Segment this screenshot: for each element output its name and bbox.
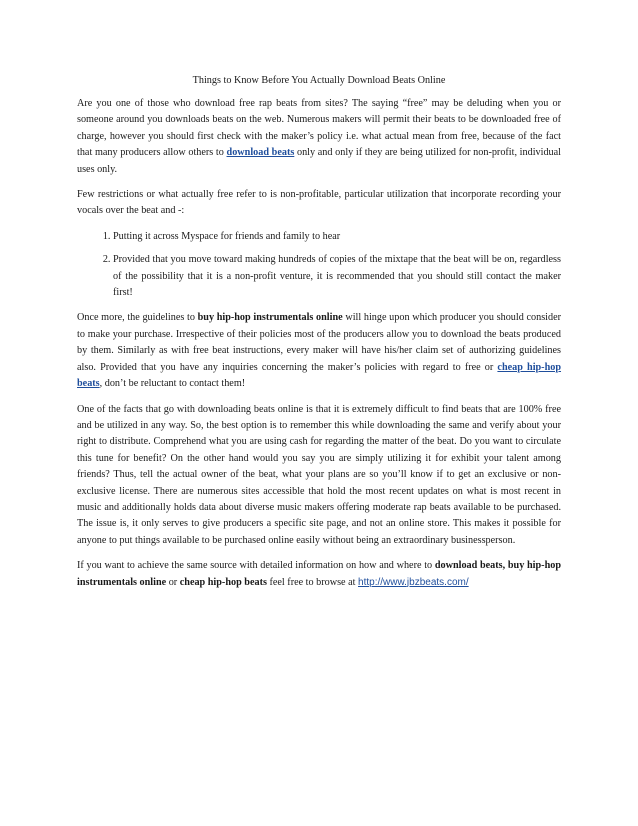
document-body (77, 74, 561, 600)
paragraph-2: Few restrictions or what actually free refer to is non-profitable, particular utilization that incorporate recording your vocals over the beat and -: (77, 189, 561, 217)
download-beats-link[interactable]: download beats (226, 147, 295, 159)
paragraph-5-text-b: or (166, 576, 180, 588)
paragraph-5-text-a: If you want to achieve the same source with detailed information on how and where to (77, 560, 435, 572)
paragraph-3 (77, 310, 561, 392)
paragraph-5-bold-2: cheap hip-hop beats (179, 576, 267, 588)
paragraph-4: One of the facts that go with downloading beats online is that it is extremely difficult to find beats that are 100% free and be utilized in any way. So, the best option is to remember this while downloading the same and verify about your right to distribute. Comprehend what you are using cash for regarding the matter of the beat. Do you want to circulate this tune for benefit? On the other hand would you say you are simply utilizing it for exhibit your talent among friends? Thus, tell the actual owner of the beat, what your plans are so you’ll know if to get an exclusive or non-exclusive license. There are numerous sites accessible that hold the most recent updates on what is most recent in music and additionally holds data about diverse music makers offering moderate rap beats available to be purchased. The issue is, it only serves to give producers a specific site page, and not an online store. This makes it possible for anyone to put things available to be purchased online easily without being an extraordinary businessperson. (77, 403, 561, 546)
paragraph-5 (77, 558, 561, 591)
numbered-list (77, 229, 561, 302)
paragraph-3-text-c: , don’t be reluctant to contact them! (99, 378, 246, 390)
paragraph-3-text-b: will hinge upon which producer you should consider to make your purchase. Irrespective of their policies most of the producers allow you to download the beats produced by them. Similarly as with free beat instructions, every maker will have his/her claim set of authorizing guidelines also. Provided that you have any inquiries concerning the maker’s policies with regard to free or (77, 312, 561, 373)
cheap-hip-hop-beats-link[interactable]: cheap hip-hop beats (77, 361, 562, 390)
paragraph-3-bold: buy hip-hop instrumentals online (197, 312, 343, 324)
list-item: 2. Provided that you move toward making hundreds of copies of the mixtape that the beat will be on, regardless of the possibility that it is a non-profit venture, it is recommended that you should still contact the maker first! (113, 252, 561, 301)
paragraph-5-text-c: feel free to browse at (266, 576, 359, 588)
list-item: 1. Putting it across Myspace for friends and family to hear (113, 229, 561, 245)
document-title: Things to Know Before You Actually Download Beats Online (192, 75, 446, 86)
paragraph-1-text-a: Are you one of those who download free rap beats from sites? The saying “free” may be deluding when you or someone around you downloads beats on the web. Numerous makers will permit their beats to be downloaded free of charge, however you should first check with the maker’s policy i.e. what actual mean from free, because of the fact that many producers allow others to (77, 98, 561, 159)
website-url-link[interactable]: http://www.jbzbeats.com/ (358, 576, 469, 588)
paragraph-5-bold-1: download beats, buy hip-hop instrumentals online (77, 560, 561, 588)
paragraph-3-text-a: Once more, the guidelines to (77, 312, 198, 324)
paragraph-1-text-b: only and only if they are being utilized for non-profit, individual uses only. (77, 147, 561, 175)
paragraph-1 (77, 96, 561, 178)
